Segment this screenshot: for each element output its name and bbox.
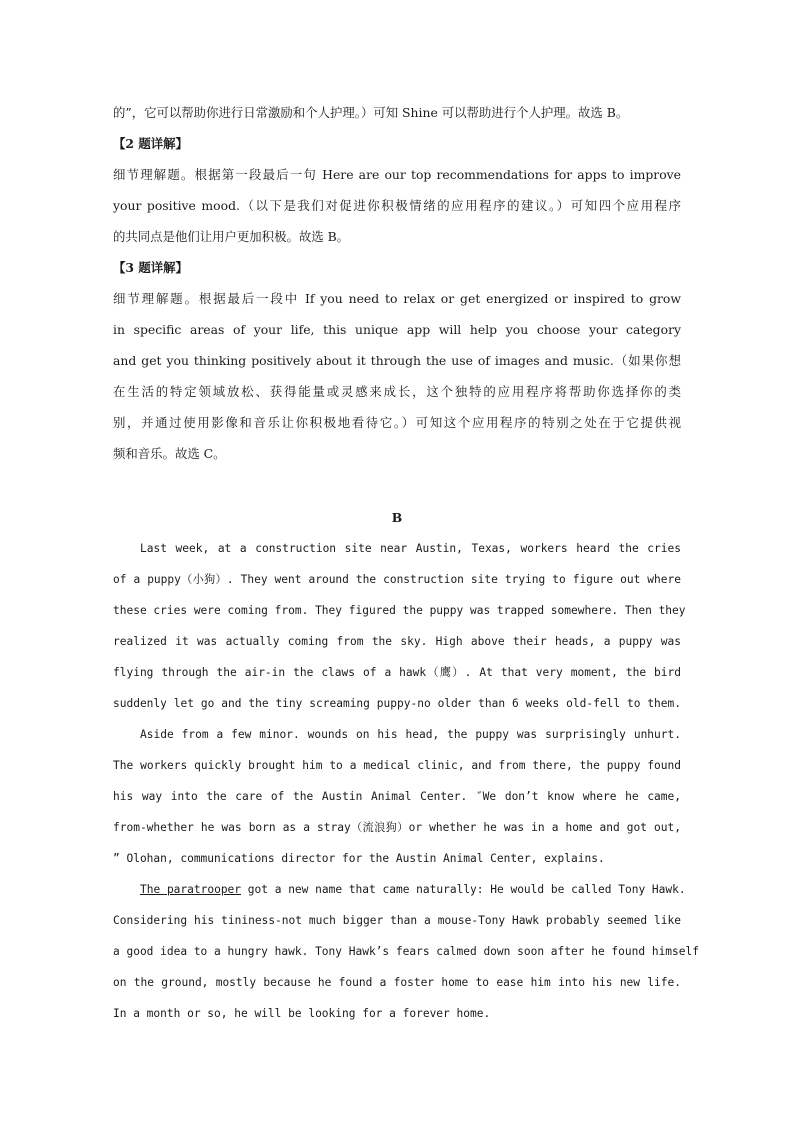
passage-heading: B [391, 510, 403, 525]
q2-label: 【2 题详解】 [113, 136, 188, 151]
passage-line: The workers quickly brought him to a medical clinic, and from there, the puppy found [113, 759, 681, 772]
explanation-line: 的共同点是他们让用户更加积极。故选 B。 [113, 229, 350, 244]
explanation-line: your positive mood.（以下是我们对促进你积极情绪的应用程序的建议。）可知四个应用程序 [113, 198, 681, 213]
explanation-line: in specific areas of your life, this unique app will help you choose your category [113, 322, 681, 337]
passage-line: flying through the air-in the claws of a hawk（鹰）. At that very moment, the bird [113, 666, 681, 679]
passage-line [113, 874, 686, 905]
explanation-line: 别，并通过使用影像和音乐让你积极地看待它。）可知这个应用程序的特别之处在于它提供视 [113, 415, 681, 430]
explanation-line: 细节理解题。根据第一段最后一句 Here are our top recommendations for apps to improve [113, 167, 681, 182]
passage-line: Last week, at a construction site near Austin, Texas, workers heard the cries [140, 542, 681, 555]
explanation-line: and get you thinking positively about it through the use of images and music.（如果你想 [113, 353, 681, 368]
passage-line: ” Olohan, communications director for the Austin Animal Center, explains. [113, 852, 605, 865]
answer-explanations [113, 97, 681, 469]
passage-text: got a new name that came naturally: He would be called Tony Hawk. [241, 883, 686, 896]
q3-label: 【3 题详解】 [113, 260, 188, 275]
explanation-line: 在生活的特定领域放松、获得能量或灵感来成长，这个独特的应用程序将帮助你选择你的类 [113, 384, 681, 399]
passage-line: these cries were coming from. They figured the puppy was trapped somewhere. Then they [113, 604, 686, 617]
passage-line: realized it was actually coming from the sky. High above their heads, a puppy was [113, 635, 681, 648]
passage-body [113, 533, 699, 1029]
passage-line: In a month or so, he will be looking for a forever home. [113, 1007, 491, 1020]
passage-line: a good idea to a hungry hawk. Tony Hawk’s fears calmed down soon after he found himself [113, 945, 699, 958]
underlined-phrase: The paratrooper [140, 883, 242, 896]
passage-line: his way into the care of the Austin Animal Center. ″We don’t know where he came, [113, 790, 681, 803]
passage-line: on the ground, mostly because he found a foster home to ease him into his new life. [113, 976, 681, 989]
explanation-line: 频和音乐。故选 C。 [113, 446, 226, 461]
passage-line: of a puppy（小狗）. They went around the construction site trying to figure out where [113, 573, 681, 586]
passage-line: Considering his tininess-not much bigger than a mouse-Tony Hawk probably seemed like [113, 914, 681, 927]
passage-line: suddenly let go and the tiny screaming puppy-no older than 6 weeks old-fell to them. [113, 697, 681, 710]
explanation-line: 细节理解题。根据最后一段中 If you need to relax or get energized or inspired to grow [113, 291, 681, 306]
explanation-line: 的”，它可以帮助你进行日常激励和个人护理。）可知 Shine 可以帮助进行个人护理。故选 B。 [113, 105, 629, 120]
passage-line: Aside from a few minor. wounds on his head, the puppy was surprisingly unhurt. [140, 728, 681, 741]
passage-line: from-whether he was born as a stray（流浪狗）or whether he was in a home and got out, [113, 821, 681, 834]
